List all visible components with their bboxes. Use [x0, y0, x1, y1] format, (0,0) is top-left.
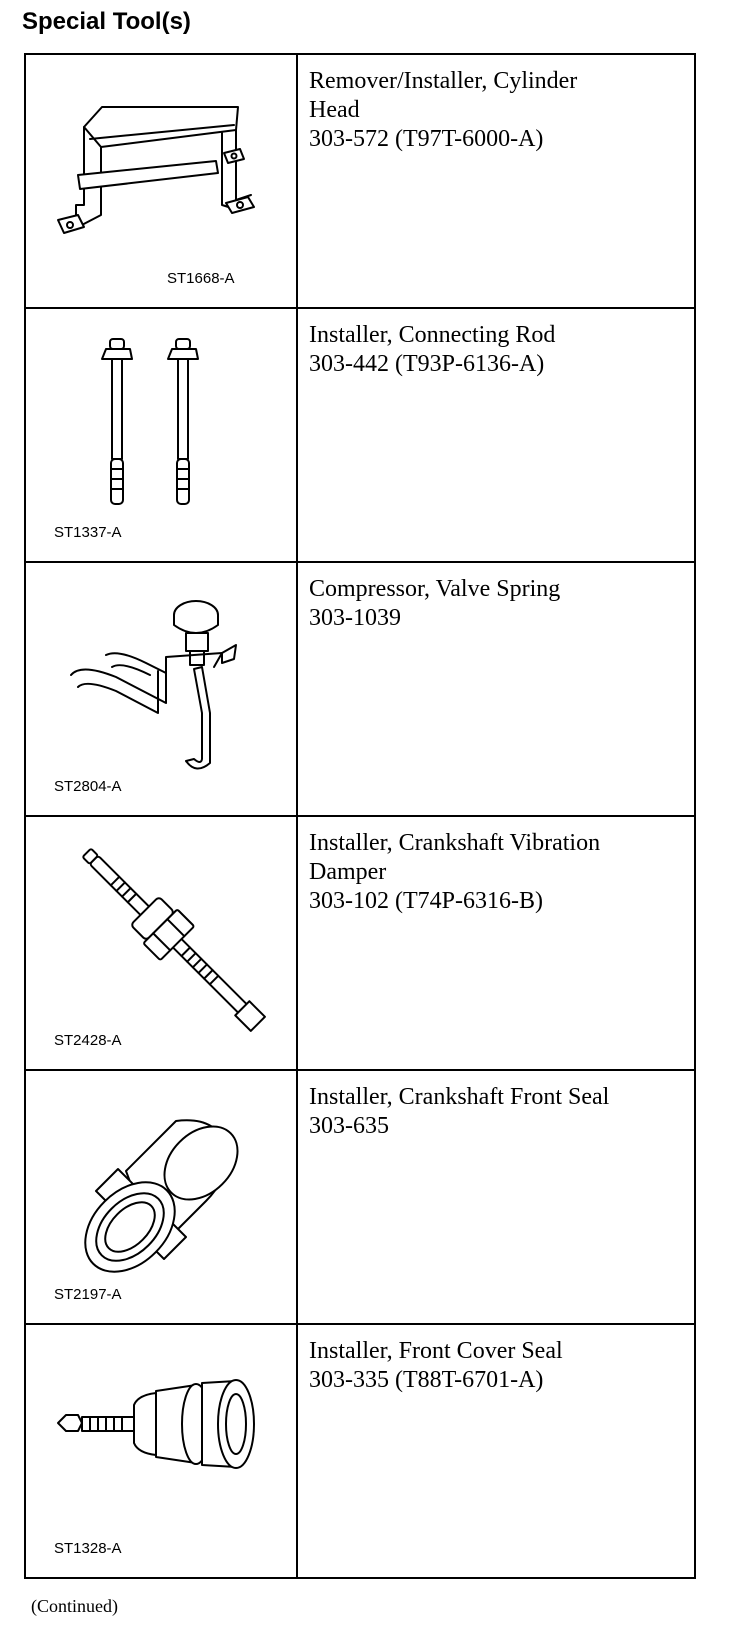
table-row	[25, 1324, 695, 1578]
front-cover-seal-installer-icon	[26, 1325, 296, 1545]
tool-image-cell	[25, 1324, 297, 1578]
tool-description-cell	[297, 562, 695, 816]
tool-description-line: 303-572 (T97T-6000-A)	[309, 126, 544, 152]
seal-installer-sleeve-icon	[26, 1071, 296, 1291]
tool-image-cell	[25, 54, 297, 308]
valve-spring-compressor-icon	[26, 563, 296, 783]
tool-description-line: 303-335 (T88T-6701-A)	[309, 1367, 544, 1393]
threaded-damper-installer-icon	[26, 817, 296, 1037]
tool-image-code: ST2428-A	[54, 1032, 122, 1049]
tool-description-line: 303-442 (T93P-6136-A)	[309, 351, 545, 377]
tool-image-code: ST2804-A	[54, 778, 122, 795]
tool-description-line: Installer, Crankshaft Front Seal	[309, 1084, 610, 1110]
connecting-rod-bolts-icon	[26, 309, 296, 529]
tool-image-cell	[25, 816, 297, 1070]
page-title: Special Tool(s)	[22, 8, 191, 35]
special-tools-table	[24, 53, 696, 1579]
tool-image-code: ST1668-A	[167, 270, 235, 287]
tool-description-line: Compressor, Valve Spring	[309, 576, 561, 602]
continued-note: (Continued)	[31, 1596, 118, 1616]
tool-description-line: 303-102 (T74P-6316-B)	[309, 888, 543, 914]
tool-image-code: ST1337-A	[54, 524, 122, 541]
tool-image-cell	[25, 1070, 297, 1324]
tool-image-cell	[25, 562, 297, 816]
table-row	[25, 562, 695, 816]
tool-description-line: Head	[309, 97, 360, 123]
tool-image-code: ST2197-A	[54, 1286, 122, 1303]
tool-description-line: Installer, Front Cover Seal	[309, 1338, 563, 1364]
table-row	[25, 308, 695, 562]
cylinder-head-bracket-icon	[26, 55, 296, 275]
tool-description-line: Damper	[309, 859, 387, 885]
tool-image-cell	[25, 308, 297, 562]
table-row	[25, 54, 695, 308]
tool-description-cell	[297, 54, 695, 308]
tool-description-cell	[297, 816, 695, 1070]
tool-description-cell	[297, 1070, 695, 1324]
tool-image-code: ST1328-A	[54, 1540, 122, 1557]
tool-description-line: 303-635	[309, 1113, 389, 1139]
tool-description-cell	[297, 1324, 695, 1578]
table-row	[25, 816, 695, 1070]
tool-description-line: Installer, Connecting Rod	[309, 322, 556, 348]
tool-description-line: Remover/Installer, Cylinder	[309, 68, 578, 94]
tool-description-line: 303-1039	[309, 605, 401, 631]
table-row	[25, 1070, 695, 1324]
tool-description-cell	[297, 308, 695, 562]
tool-description-line: Installer, Crankshaft Vibration	[309, 830, 601, 856]
